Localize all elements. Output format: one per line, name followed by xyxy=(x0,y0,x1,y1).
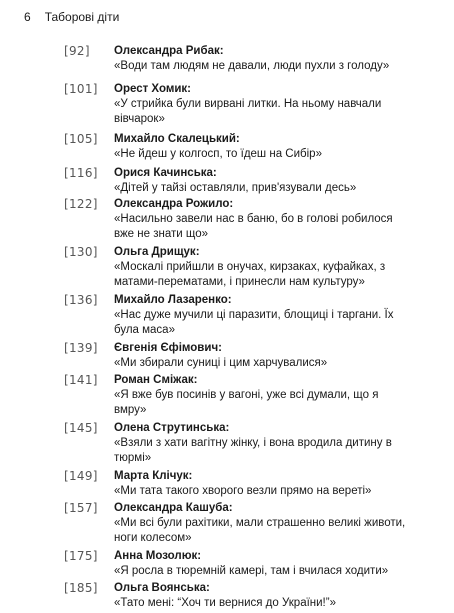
speaker-name: Орест Хомик: xyxy=(114,83,191,95)
speaker-name: Орися Качинська: xyxy=(114,167,217,179)
quote-text: «Насильно завели нас в баню, бо в голові робилося вже не знати що» xyxy=(114,213,393,240)
page-number: 6 xyxy=(24,10,31,24)
speaker-name: Роман Сміжак: xyxy=(114,374,198,386)
list-item xyxy=(0,197,454,245)
quote-text: «У стрийка були вирвані литки. На ньому навчали вівчарок» xyxy=(114,98,382,125)
speaker-name: Олександра Кашуба: xyxy=(114,502,233,514)
page-reference: [139] xyxy=(64,341,98,355)
quote-text: «Я вже був посинів у вагоні, уже всі думали, що я вмру» xyxy=(114,389,379,416)
list-item xyxy=(0,501,454,549)
list-item xyxy=(0,581,454,613)
quote-text: «Води там людям не давали, люди пухли з голоду» xyxy=(114,60,390,72)
page-reference: [116] xyxy=(64,166,98,180)
speaker-name: Євгенія Єфімович: xyxy=(114,342,222,354)
page-reference: [141] xyxy=(64,373,98,387)
page-reference: [149] xyxy=(64,469,98,483)
page-reference: [130] xyxy=(64,245,98,259)
page-reference: [122] xyxy=(64,197,98,211)
list-item xyxy=(0,341,454,373)
speaker-name: Анна Мозолюк: xyxy=(114,550,202,562)
page-reference: [105] xyxy=(64,132,98,146)
page-reference: [175] xyxy=(64,549,98,563)
page-reference: [136] xyxy=(64,293,98,307)
testimony-list xyxy=(0,44,454,613)
quote-text: «Ми збирали суниці і цим харчувалися» xyxy=(114,357,328,369)
list-item xyxy=(0,421,454,469)
running-header xyxy=(24,10,119,24)
quote-text: «Дітей у тайзі оставляли, прив'язували десь» xyxy=(114,182,357,194)
list-item xyxy=(0,293,454,341)
list-item xyxy=(0,373,454,421)
quote-text: «Взяли з хати вагітну жінку, і вона вродила дитину в тюрмі» xyxy=(114,437,392,464)
speaker-name: Михайло Лазаренко: xyxy=(114,294,232,306)
speaker-name: Олена Струтинська: xyxy=(114,422,230,434)
list-item xyxy=(0,132,454,166)
list-item xyxy=(0,245,454,293)
speaker-name: Ольга Дрищук: xyxy=(114,246,200,258)
quote-text: «Нас дуже мучили ці паразити, блощиці і таргани. Їх була маса» xyxy=(114,309,394,336)
list-item xyxy=(0,469,454,501)
speaker-name: Ольга Воянська: xyxy=(114,582,210,594)
speaker-name: Олександра Рожило: xyxy=(114,198,234,210)
list-item xyxy=(0,549,454,581)
list-item xyxy=(0,44,454,82)
running-title: Таборові діти xyxy=(44,10,120,24)
quote-text: «Ми тата такого хворого везли прямо на вереті» xyxy=(114,485,372,497)
page-reference: [185] xyxy=(64,581,98,595)
page-reference: [157] xyxy=(64,501,98,515)
speaker-name: Олександра Рибак: xyxy=(114,45,224,57)
quote-text: «Ми всі були рахітики, мали страшенно великі животи, ноги колесом» xyxy=(114,517,406,544)
list-item xyxy=(0,166,454,197)
quote-text: «Я росла в тюремній камері, там і вчилася ходити» xyxy=(114,565,389,577)
quote-text: «Москалі прийшли в онучах, кирзаках, куфайках, з матами-перематами, і принесли нам культуру» xyxy=(114,261,386,288)
quote-text: «Не йдеш у колгосп, то їдеш на Сибір» xyxy=(114,148,322,160)
list-item xyxy=(0,82,454,132)
page-reference: [145] xyxy=(64,421,98,435)
page-reference: [101] xyxy=(64,82,98,96)
page-reference: [92] xyxy=(64,44,90,58)
speaker-name: Михайло Скалецький: xyxy=(114,133,240,145)
speaker-name: Марта Клічук: xyxy=(114,470,193,482)
quote-text: «Тато мені: “Хоч ти вернися до України!”» xyxy=(114,597,336,609)
